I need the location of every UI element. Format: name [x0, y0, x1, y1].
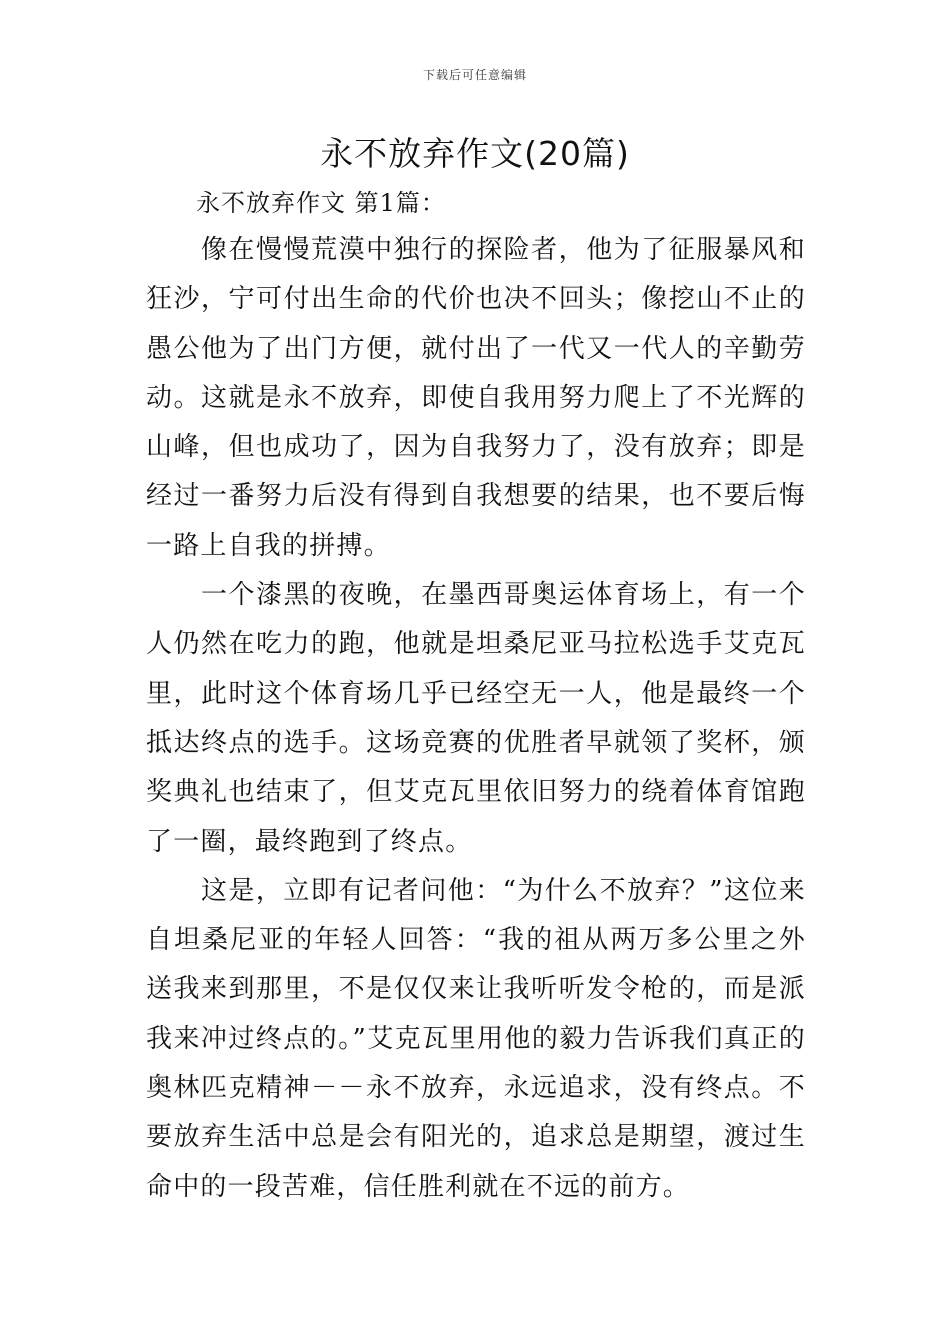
header-note: 下载后可任意编辑	[422, 68, 527, 82]
section-heading: 永不放弃作文 第1篇：	[196, 189, 446, 217]
paragraph-2: 一个漆黑的夜晚，在墨西哥奥运体育场上，有一个人仍然在吃力的跑，他就是坦桑尼亚马拉松选手艾克瓦里，此时这个体育场几乎已经空无一人，他是最终一个抵达终点的选手。这场竞赛的优胜者早就领了奖杯，颁奖典礼也结束了，但艾克瓦里依旧努力的绕着体育馆跑了一圈，最终跑到了终点。	[146, 580, 806, 857]
document-title: 永不放弃作文(20篇)	[320, 134, 630, 173]
paragraph-3: 这是，立即有记者问他：“为什么不放弃？”这位来自坦桑尼亚的年轻人回答：“我的祖从两万多公里之外送我来到那里，不是仅仅来让我听听发令枪的，而是派我来冲过终点的。”艾克瓦里用他的毅力告诉我们真正的奥林匹克精神－－永不放弃，永远追求，没有终点。不要放弃生活中总是会有阳光的，追求总是期望，渡过生命中的一段苦难，信任胜利就在不远的前方。	[146, 875, 806, 1202]
paragraph-1: 像在慢慢荒漠中独行的探险者，他为了征服暴风和狂沙，宁可付出生命的代价也决不回头；像挖山不止的愚公他为了出门方便，就付出了一代又一代人的辛勤劳动。这就是永不放弃，即使自我用努力爬上了不光辉的山峰，但也成功了，因为自我努力了，没有放弃；即是经过一番努力后没有得到自我想要的结果，也不要后悔一路上自我的拼搏。	[146, 235, 806, 561]
article-body	[146, 226, 806, 1212]
